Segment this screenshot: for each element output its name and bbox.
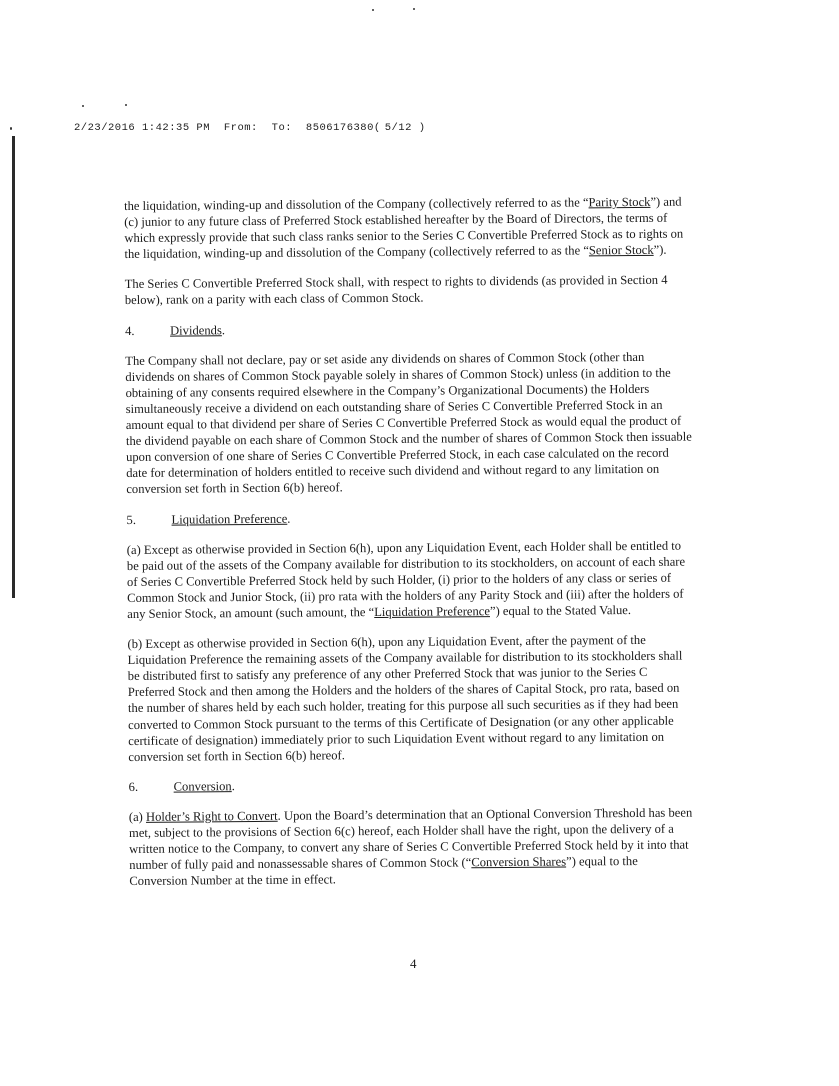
document-body	[124, 194, 696, 904]
scan-speck	[413, 8, 415, 10]
section-number: 6.	[128, 779, 139, 794]
fax-date-time: 2/23/2016 1:42:35 PM	[74, 122, 211, 134]
paragraph-liquidation-a	[127, 537, 694, 622]
fax-number: 8506176380(	[305, 122, 381, 134]
section-number: 4.	[124, 323, 135, 338]
paragraph-dividends: The Company shall not declare, pay or set aside any dividends on shares of Common Stock (other than dividends on shares of Common Stock payable solely in shares of Common Stock) unless (in addition to the obtaining of any consents required elsewhere in the Company’s Organizational Documents) the Holders simultaneously receive a dividend on each outstanding share of Series C Convertible Preferred Stock in an amount equal to that dividend per share of Series C Convertible Preferred Stock as would equal the product of the dividend payable on each share of Common Stock and the number of shares of Common Stock then issuable upon conversion of one share of Series C Convertible Preferred Stock, in each case calculated on the record date for determination of holders entitled to receive such dividend and without regard to any limitation on conversion set forth in Section 6(b) hereof.	[125, 349, 692, 497]
section-title-suffix: .	[231, 778, 235, 793]
defined-term-conversion-shares: Conversion Shares	[471, 854, 567, 870]
paragraph-liquidation-b: (b) Except as otherwise provided in Section 6(h), upon any Liquidation Event, after the payment of the Liquidation Preference the remaining assets of the Company available for distribution to its stockholders shall be distributed first to satisfy any preference of any other Preferred Stock that was junior to the Series C Preferred Stock and then among the Holders and the holders of the shares of Capital Stock, pro rata, based on the number of shares held by each such holder, treating for this purpose all such securities as if they had been converted to Common Stock pursuant to the terms of this Certificate of Designation (or any other applicable certificate of designation) immediately prior to such Liquidation Event without regard to any limitation on conversion set forth in Section 6(b) hereof.	[127, 632, 683, 764]
text-run: ”).	[653, 243, 667, 258]
paragraph-dividend-ranking: The Series C Convertible Preferred Stock shall, with respect to rights to dividends (as provided in Section 4 below), rank on a parity with each class of Common Stock.	[124, 273, 668, 308]
text-run: (a) Except as otherwise provided in Section 6(h), upon any Liquidation Event, each Holder shall be entitled to be paid out of the assets of the Company available for distribution to its stockholders, on account of each share of Series C Convertible Preferred Stock held by such Holder, (i) prior to the holders of any class or series of Common Stock and Junior Stock, (ii) pro rata with the holders of any Parity Stock and (iii) after the holders of any Senior Stock, an amount (such amount, the “	[126, 538, 686, 621]
fax-header	[74, 122, 433, 134]
scan-speck	[82, 105, 84, 107]
defined-term-liquidation-preference: Liquidation Preference	[374, 604, 490, 620]
fax-from-label: From:	[223, 122, 258, 134]
scan-speck	[125, 104, 127, 106]
fax-to-label: To:	[271, 122, 293, 134]
section-heading-liquidation	[126, 507, 692, 528]
defined-term-senior-stock: Senior Stock	[588, 243, 654, 258]
text-run: ”) equal to the Conversion Number at the time in effect.	[129, 854, 638, 889]
section-title: Conversion	[173, 778, 232, 794]
scan-margin-line	[12, 136, 15, 598]
page-number: 4	[410, 956, 417, 971]
paragraph-conversion-a	[129, 804, 696, 889]
text-run: . Upon the Board’s determination that an Optional Conversion Threshold has been met, subject to the provisions of Section 6(c) hereof, each Holder shall have the right, upon the delivery of a written notice to the Company, to convert any share of Series C Convertible Preferred Stock held by it into that number of fully paid and nonassessable shares of Common Stock (“	[128, 805, 693, 873]
paragraph-ranking	[124, 194, 690, 263]
section-number: 5.	[126, 512, 137, 527]
section-title: Dividends	[169, 322, 222, 338]
text-run: (a)	[128, 809, 147, 824]
section-title-suffix: .	[287, 511, 291, 526]
scan-speck	[372, 9, 374, 11]
subsection-title-holders-right: Holder’s Right to Convert	[145, 808, 278, 824]
defined-term-parity-stock: Parity Stock	[588, 194, 651, 210]
section-heading-conversion	[129, 774, 695, 795]
fax-page-info: 5/12 )	[384, 122, 426, 134]
section-heading-dividends	[125, 318, 691, 339]
text-run: ”) and (c) junior to any future class of Preferred Stock established hereafter by the Board of Directors, the terms of which expressly provide that such class ranks senior to the Series C Convertible Preferred Stock as to rights on the liquidation, winding-up and dissolution of the Company (collectively referred to as the “	[124, 194, 684, 262]
section-title: Liquidation Preference	[171, 511, 288, 527]
section-title-suffix: .	[221, 322, 226, 337]
text-run: the liquidation, winding-up and dissolution of the Company (collectively referred to as the “	[124, 195, 589, 213]
scan-speck	[10, 127, 12, 130]
text-run: ”) equal to the Stated Value.	[489, 602, 632, 619]
